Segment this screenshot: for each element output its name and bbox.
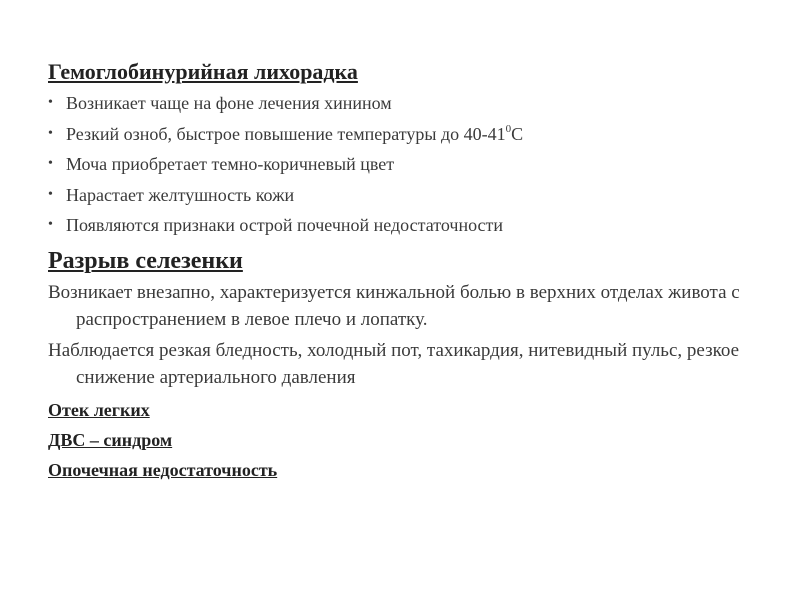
unit-text: С — [511, 123, 524, 144]
bullet-icon: • — [48, 217, 53, 232]
list-item-text: Нарастает желтушность кожи — [66, 184, 295, 205]
slide-content — [48, 56, 768, 485]
bullet-icon: • — [48, 156, 53, 171]
paragraph: Возникает внезапно, характеризуется кинжальной болью в верхних отделах живота с распространением в левое плечо и лопатку. — [48, 281, 740, 330]
section-title-pulmonary-edema: Отек легких — [48, 399, 150, 420]
symptom-list — [48, 88, 768, 241]
list-item — [48, 119, 768, 150]
section-title-spleen-rupture: Разрыв селезенки — [48, 247, 243, 274]
section-title-hemoglobinuric-fever: Гемоглобинурийная лихорадка — [48, 59, 358, 84]
bullet-icon: • — [48, 125, 53, 141]
list-item — [48, 88, 768, 119]
list-item-text: Возникает чаще на фоне лечения хинином — [66, 93, 392, 113]
list-item — [48, 210, 768, 241]
list-item — [48, 149, 768, 180]
degree-superscript: 0 — [505, 122, 512, 135]
list-item-text: Моча приобретает темно-коричневый цвет — [66, 154, 395, 174]
paragraph: Наблюдается резкая бледность, холодный пот, тахикардия, нитевидный пульс, резкое снижение артериального давления — [48, 339, 740, 388]
bullet-icon: • — [48, 95, 53, 110]
list-item-text: Резкий озноб, быстрое повышение температуры до 40-41 — [66, 123, 506, 144]
list-item — [48, 180, 768, 211]
bullet-icon: • — [48, 186, 53, 202]
list-item-text: Появляются признаки острой почечной недостаточности — [66, 215, 504, 235]
section-title-renal-failure: Опочечная недостаточность — [48, 459, 278, 480]
section-title-dic-syndrome: ДВС – синдром — [48, 429, 173, 450]
